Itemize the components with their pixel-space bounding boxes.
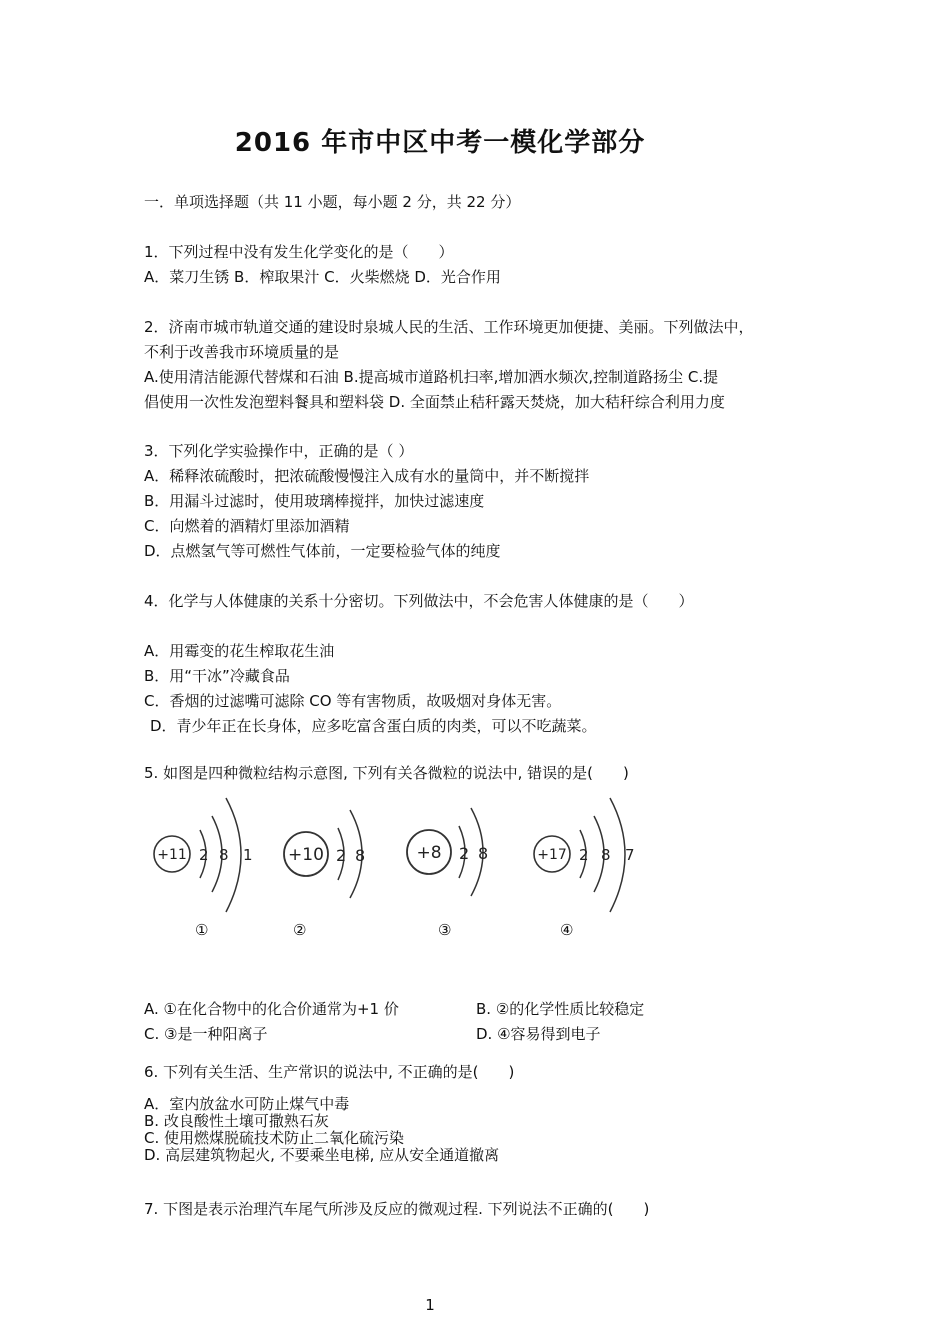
question-2-stem: 2．济南市城市轨道交通的建设时泉城人民的生活、工作环境更加便捷、美丽。下列做法中，: [144, 318, 754, 336]
section-heading: 一．单项选择题（共 11 小题，每小题 2 分，共 22 分）: [144, 193, 521, 211]
atom-4-label: ④: [560, 921, 574, 939]
question-5-option-a: A. ①在化合物中的化合价通常为+1 价: [144, 1000, 399, 1018]
atom-4-shell-2: 8: [601, 846, 611, 864]
question-5-option-c: C. ③是一种阳离子: [144, 1025, 268, 1043]
atom-3-shell-1: 2: [459, 844, 470, 863]
atom-1-label: ①: [195, 921, 209, 939]
atom-4-shell-3: 7: [625, 846, 635, 864]
question-1-options: A．菜刀生锈 B．榨取果汁 C．火柴燃烧 D．光合作用: [144, 268, 501, 286]
question-4-option-a: A．用霉变的花生榨取花生油: [144, 642, 335, 660]
question-5-option-d: D. ④容易得到电子: [476, 1025, 601, 1043]
question-4-option-b: B．用“干冰”冷藏食品: [144, 667, 290, 685]
atom-diagram-1: [148, 790, 298, 920]
question-2-stem-cont: 不利于改善我市环境质量的是: [144, 343, 340, 361]
atom-4-shell-1: 2: [579, 846, 589, 864]
atom-3-label: ③: [438, 921, 452, 939]
question-4-stem: 4．化学与人体健康的关系十分密切。下列做法中，不会危害人体健康的是（ ）: [144, 592, 694, 610]
atom-2-label: ②: [293, 921, 307, 939]
question-3-option-c: C．向燃着的酒精灯里添加酒精: [144, 517, 350, 535]
question-6-option-d: D. 高层建筑物起火, 不要乘坐电梯, 应从安全通道撤离: [144, 1146, 500, 1164]
question-1-stem: 1．下列过程中没有发生化学变化的是（ ）: [144, 243, 454, 261]
atom-1-shell-2: 8: [219, 846, 229, 864]
question-3-stem: 3．下列化学实验操作中，正确的是（ ）: [144, 442, 414, 460]
question-6-option-a: A．室内放盆水可防止煤气中毒: [144, 1095, 350, 1113]
atom-1-nucleus: +11: [157, 847, 187, 863]
atom-4-nucleus: +17: [537, 847, 567, 863]
page-title: 2016 年市中区中考一模化学部分: [234, 128, 646, 158]
question-6-option-b: B. 改良酸性土壤可撒熟石灰: [144, 1112, 329, 1130]
question-6-stem: 6. 下列有关生活、生产常识的说法中, 不正确的是( ): [144, 1063, 515, 1081]
atom-2-shell-1: 2: [336, 846, 347, 865]
question-3-option-a: A．稀释浓硫酸时，把浓硫酸慢慢注入成有水的量筒中，并不断搅拌: [144, 467, 590, 485]
question-6-option-c: C. 使用燃煤脱硫技术防止二氧化硫污染: [144, 1129, 405, 1147]
atom-diagram-4: [530, 790, 680, 920]
question-2-options: A.使用清洁能源代替煤和石油 B.提高城市道路机扫率,增加洒水频次,控制道路扬尘 C.提: [144, 368, 719, 386]
atom-1-shell-3: 1: [243, 846, 253, 864]
atom-1-shell-1: 2: [199, 846, 209, 864]
question-2-options-cont: 倡使用一次性发泡塑料餐具和塑料袋 D. 全面禁止秸秆露天焚烧，加大秸秆综合利用力度: [144, 393, 725, 411]
atom-2-nucleus: +10: [288, 845, 324, 865]
page-number: 1: [425, 1296, 435, 1314]
question-3-option-b: B．用漏斗过滤时，使用玻璃棒搅拌，加快过滤速度: [144, 492, 485, 510]
question-7-stem: 7. 下图是表示治理汽车尾气所涉及反应的微观过程. 下列说法不正确的( ): [144, 1200, 650, 1218]
question-4-option-c: C．香烟的过滤嘴可滤除 CO 等有害物质，故吸烟对身体无害。: [144, 692, 562, 710]
question-5-option-b: B. ②的化学性质比较稳定: [476, 1000, 645, 1018]
atom-2-shell-2: 8: [355, 846, 366, 865]
question-4-option-d: D．青少年正在长身体，应多吃富含蛋白质的肉类，可以不吃蔬菜。: [150, 717, 597, 735]
question-5-stem: 5. 如图是四种微粒结构示意图, 下列有关各微粒的说法中, 错误的是( ): [144, 764, 629, 782]
question-3-option-d: D．点燃氢气等可燃性气体前，一定要检验气体的纯度: [144, 542, 501, 560]
atom-3-nucleus: +8: [416, 843, 442, 863]
atom-3-shell-2: 8: [478, 844, 489, 863]
